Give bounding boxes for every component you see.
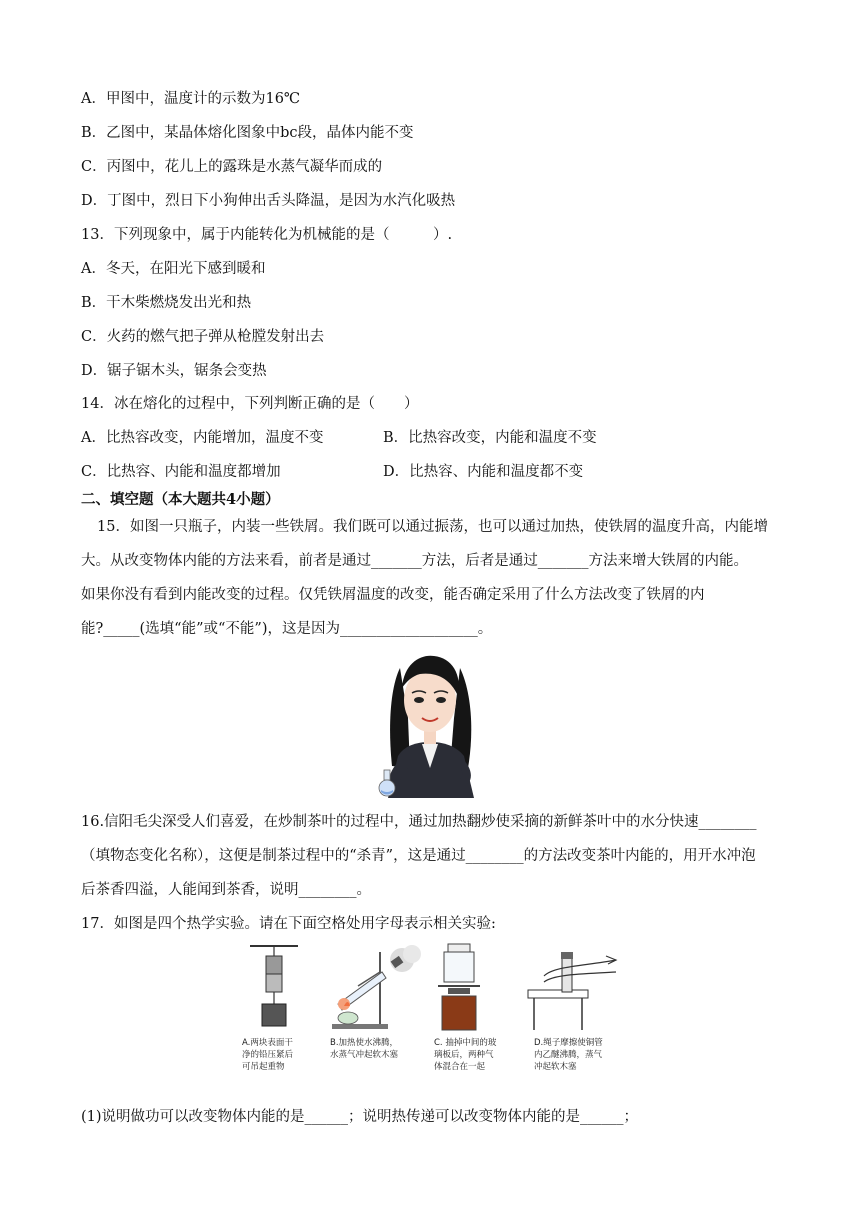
caption-d-line-2: 内乙醚沸腾，蒸气 [534, 1050, 603, 1060]
woman-holding-flask-illustration [370, 648, 490, 800]
q16-line-3: 后茶香四溢，人能闻到茶香，说明________。 [81, 882, 371, 898]
q14-option-b: B．比热容改变，内能和温度不变 [383, 430, 597, 446]
q13-option-a: A．冬天，在阳光下感到暖和 [81, 261, 266, 277]
q17-subquestion-1: (1)说明做功可以改变物体内能的是______；说明热传递可以改变物体内能的是______； [81, 1109, 639, 1125]
caption-c-line-1: C. 抽掉中间的玻 [434, 1038, 497, 1048]
caption-b-line-2: 水蒸气冲起软木塞 [330, 1050, 399, 1060]
q14-stem: 14．冰在熔化的过程中，下列判断正确的是（ ） [81, 396, 419, 412]
experiment-b-heated-tube [328, 942, 424, 1032]
caption-c-line-3: 体混合在一起 [434, 1062, 486, 1072]
q14-option-d: D．比热容、内能和温度都不变 [383, 464, 584, 480]
q16-line-1: 16.信阳毛尖深受人们喜爱，在炒制茶叶的过程中，通过加热翻炒使采摘的新鲜茶叶中的水分快速________ [81, 814, 757, 830]
experiment-a-lead-blocks [244, 942, 304, 1032]
q17-stem: 17．如图是四个热学实验。请在下面空格处用字母表示相关实验: [81, 916, 496, 932]
q15-line-3: 如果你没有看到内能改变的过程。仅凭铁屑温度的改变，能否确定采用了什么方法改变了铁屑的内 [81, 587, 705, 603]
experiment-c-gas-diffusion [434, 942, 484, 1032]
q12-option-b: B．乙图中，某晶体熔化图象中bc段，晶体内能不变 [81, 125, 414, 141]
q12-option-c: C．丙图中，花儿上的露珠是水蒸气凝华而成的 [81, 159, 383, 175]
caption-c-line-2: 璃板后，两种气 [434, 1050, 494, 1060]
q15-line-2: 大。从改变物体内能的方法来看，前者是通过_______方法，后者是通过_______方法来增大铁屑的内能。 [81, 553, 748, 569]
caption-a-line-1: A.两块表面干 [242, 1038, 293, 1048]
caption-d-line-3: 冲起软木塞 [534, 1062, 577, 1072]
q13-stem: 13．下列现象中，属于内能转化为机械能的是（ ）. [81, 227, 453, 243]
caption-d-line-1: D.绳子摩擦使铜管 [534, 1038, 603, 1048]
q13-option-b: B．干木柴燃烧发出光和热 [81, 295, 252, 311]
caption-a-line-2: 净的铅压紧后 [242, 1050, 294, 1060]
caption-b-line-1: B.加热使水沸腾， [330, 1038, 399, 1048]
q16-line-2: （填物态变化名称），这便是制茶过程中的“杀青”，这是通过________的方法改变茶叶内能的，用开水冲泡 [81, 848, 756, 864]
caption-a-line-3: 可吊起重物 [242, 1062, 285, 1072]
q12-option-d: D．丁图中，烈日下小狗伸出舌头降温，是因为水汽化吸热 [81, 193, 456, 209]
q14-option-c: C．比热容、内能和温度都增加 [81, 464, 281, 480]
section-heading: 二、填空题（本大题共4小题） [81, 491, 280, 508]
q15-line-1: 15．如图一只瓶子，内装一些铁屑。我们既可以通过振荡，也可以通过加热，使铁屑的温度升高，内能增 [97, 519, 768, 535]
q13-option-d: D．锯子锯木头，锯条会变热 [81, 363, 267, 379]
experiment-d-friction-tube [524, 946, 620, 1032]
q14-option-a: A．比热容改变，内能增加，温度不变 [81, 430, 324, 446]
experiments-figure [238, 942, 622, 1084]
q15-line-4: 能?_____(选填“能”或“不能”)，这是因为___________________。 [81, 621, 493, 637]
q12-option-a: A．甲图中，温度计的示数为16℃ [81, 91, 301, 107]
q13-option-c: C．火药的燃气把子弹从枪膛发射出去 [81, 329, 325, 345]
